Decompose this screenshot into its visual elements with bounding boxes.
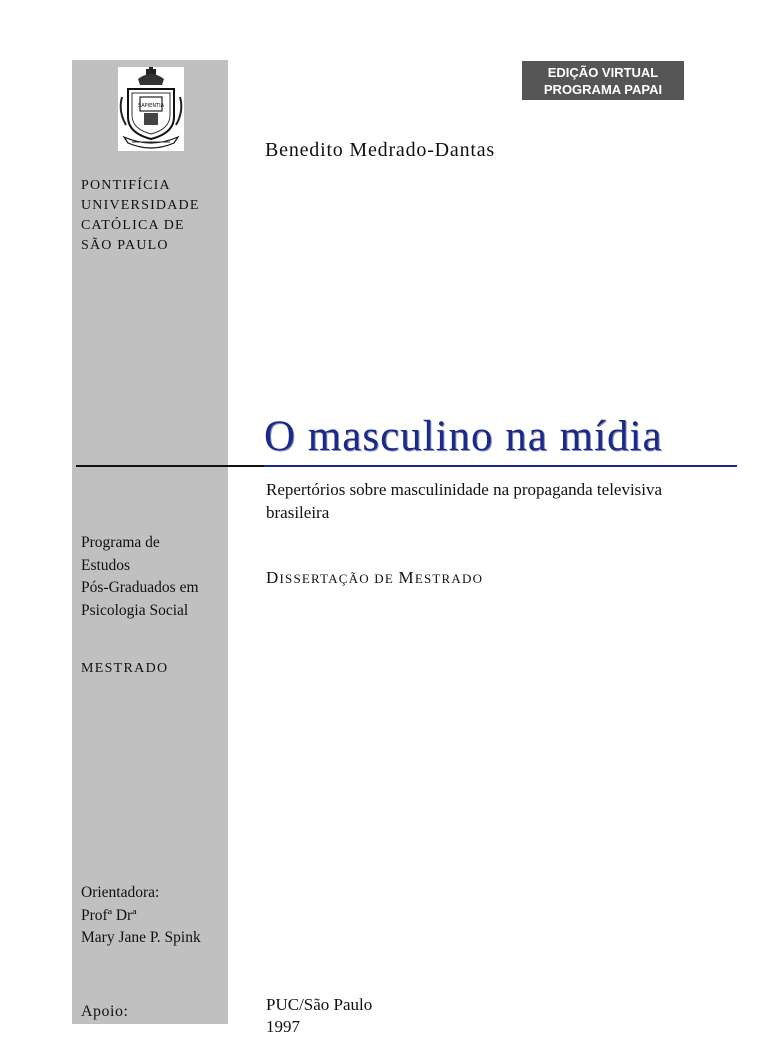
document-title: O masculino na mídia	[264, 413, 663, 460]
badge-line-2: PROGRAMA PAPAI	[543, 82, 663, 97]
program-line: Pós-Graduados em	[81, 579, 199, 596]
university-line: CATÓLICA DE	[81, 218, 185, 233]
doc-type-part: ISSERTAÇÃO DE	[279, 571, 399, 586]
advisor-block	[81, 882, 231, 950]
footer-place: PUC/São Paulo	[266, 995, 373, 1014]
footer-place-year	[266, 994, 372, 1038]
doc-type-initial: M	[398, 568, 415, 587]
advisor-title: Profª Drª	[81, 906, 137, 924]
document-subtitle: Repertórios sobre masculinidade na propaganda televisiva brasileira	[266, 480, 663, 522]
program-line: Estudos	[81, 556, 131, 574]
program-line: Psicologia Social	[81, 601, 189, 619]
university-crest-logo	[118, 67, 184, 151]
support-label: Apoio:	[81, 1003, 129, 1020]
edition-badge	[522, 61, 684, 100]
doc-type-initial: D	[266, 568, 280, 587]
university-line: PONTIFÍCIA	[81, 178, 171, 193]
author-name: Benedito Medrado-Dantas	[265, 139, 496, 161]
badge-line-1: EDIÇÃO VIRTUAL	[547, 65, 659, 80]
divider-left	[76, 465, 266, 467]
university-name	[81, 176, 231, 256]
advisor-name: Mary Jane P. Spink	[81, 929, 201, 946]
program-line: Programa de	[81, 534, 160, 551]
degree-label: MESTRADO	[81, 661, 169, 676]
advisor-label: Orientadora:	[81, 884, 160, 901]
university-line: UNIVERSIDADE	[81, 198, 200, 213]
document-type	[266, 568, 483, 588]
university-line: SÃO PAULO	[81, 238, 169, 253]
doc-type-part: ESTRADO	[414, 571, 484, 586]
crest-motto: SAPIENTIA	[137, 103, 165, 109]
divider-right	[264, 465, 737, 467]
program-name	[81, 532, 231, 622]
footer-year: 1997	[266, 1017, 300, 1036]
